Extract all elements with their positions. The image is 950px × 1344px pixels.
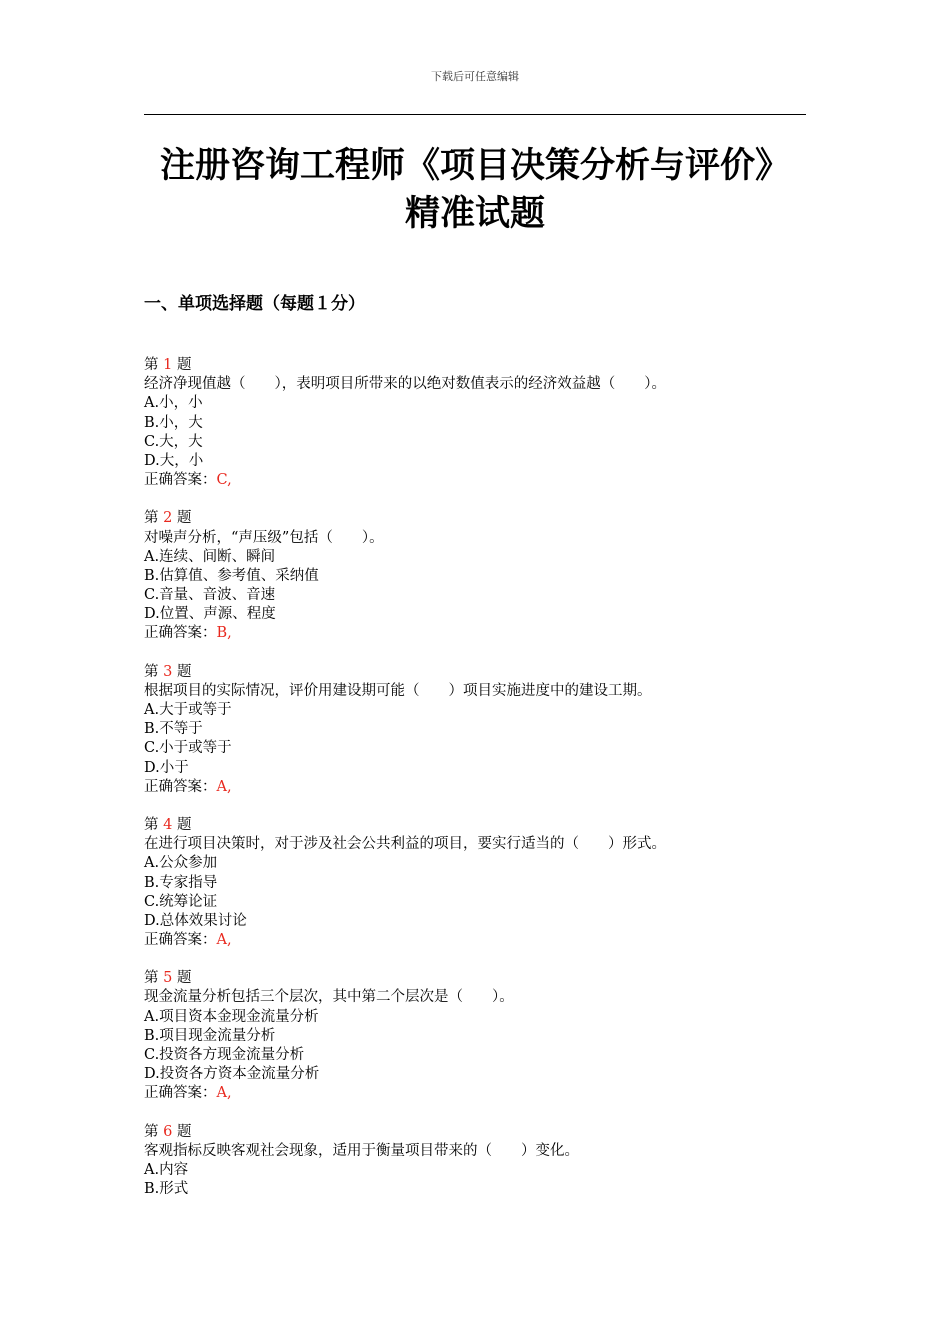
question-number: 3	[163, 663, 173, 680]
answer-option: A.公众参加	[144, 855, 218, 872]
question-number-line	[144, 663, 804, 682]
question-stem: 经济净现值越（ ），表明项目所带来的以绝对数值表示的经济效益越（ ）。	[144, 376, 666, 393]
question-number: 2	[163, 510, 173, 527]
question-item	[144, 816, 804, 950]
correct-answer-line	[144, 1084, 804, 1103]
answer-label: 正确答案：	[144, 932, 217, 949]
correct-answer-line	[144, 624, 804, 643]
question-stem: 客观指标反映客观社会现象，适用于衡量项目带来的（ ）变化。	[144, 1142, 579, 1159]
correct-answer-line	[144, 931, 804, 950]
question-prefix: 第	[144, 1123, 164, 1140]
question-number: 6	[163, 1123, 173, 1140]
answer-option: C.大，大	[144, 433, 203, 450]
question-stem: 在进行项目决策时，对于涉及社会公共利益的项目，要实行适当的（ ）形式。	[144, 836, 666, 853]
answer-option: D.位置、声源、程度	[144, 606, 276, 623]
question-item	[144, 969, 804, 1103]
question-suffix: 题	[172, 816, 192, 833]
answer-option: B.小，大	[144, 414, 203, 431]
question-number-line	[144, 816, 804, 835]
answer-option: A.大于或等于	[144, 702, 232, 718]
answer-option: C.投资各方现金流量分析	[144, 1047, 305, 1063]
question-suffix: 题	[172, 970, 192, 987]
answer-label: 正确答案：	[144, 1085, 217, 1102]
question-number-line	[144, 509, 804, 528]
question-stem: 根据项目的实际情况，评价用建设期可能（ ）项目实施进度中的建设工期。	[144, 682, 652, 699]
correct-answer-line	[144, 471, 804, 490]
correct-answer-value: A,	[216, 1085, 232, 1102]
question-prefix: 第	[144, 663, 164, 680]
answer-label: 正确答案：	[144, 778, 217, 795]
answer-label: 正确答案：	[144, 625, 217, 642]
question-item	[144, 1123, 804, 1200]
question-item	[144, 663, 804, 797]
answer-option: A.小，小	[144, 395, 203, 412]
question-number-line	[144, 1123, 804, 1142]
question-item	[144, 356, 804, 490]
correct-answer-line	[144, 778, 804, 797]
question-stem: 现金流量分析包括三个层次，其中第二个层次是（ ）。	[144, 989, 514, 1006]
question-number-line	[144, 969, 804, 988]
question-prefix: 第	[144, 510, 164, 527]
answer-option: A.连续、间断、瞬间	[144, 548, 276, 565]
question-prefix: 第	[144, 816, 164, 833]
answer-option: C.统筹论证	[144, 893, 218, 910]
question-list	[144, 356, 804, 1218]
header-divider	[144, 114, 806, 115]
answer-option: B.项目现金流量分析	[144, 1027, 276, 1044]
document-title: 注册咨询工程师《项目决策分析与评价》精准试题	[160, 145, 791, 234]
question-suffix: 题	[172, 1123, 192, 1140]
answer-option: D.大，小	[144, 452, 204, 469]
correct-answer-value: A,	[216, 778, 232, 795]
section-heading: 一、单项选择题（每题１分）	[144, 294, 365, 314]
question-suffix: 题	[172, 663, 192, 680]
correct-answer-value: A,	[216, 932, 232, 949]
answer-option: B.形式	[144, 1181, 189, 1198]
question-suffix: 题	[172, 510, 192, 527]
answer-option: C.音量、音波、音速	[144, 587, 276, 604]
answer-option: A.内容	[144, 1161, 189, 1178]
answer-label: 正确答案：	[144, 472, 217, 489]
correct-answer-value: C,	[216, 472, 232, 489]
answer-option: C.小于或等于	[144, 740, 232, 757]
question-number-line	[144, 356, 804, 375]
correct-answer-value: B,	[216, 625, 232, 642]
question-stem: 对噪声分析，“声压级”包括（ ）。	[144, 529, 384, 546]
answer-option: B.估算值、参考值、采纳值	[144, 567, 319, 584]
question-number: 1	[163, 357, 173, 373]
answer-option: B.不等于	[144, 721, 203, 738]
question-item	[144, 509, 804, 643]
question-number: 5	[163, 970, 173, 987]
answer-option: A.项目资本金现金流量分析	[144, 1008, 319, 1025]
question-number: 4	[163, 816, 173, 833]
answer-option: B.专家指导	[144, 874, 218, 891]
question-prefix: 第	[144, 357, 164, 373]
header-note: 下载后可任意编辑	[431, 70, 519, 83]
answer-option: D.总体效果讨论	[144, 912, 247, 929]
question-suffix: 题	[172, 357, 192, 373]
answer-option: D.小于	[144, 759, 189, 776]
answer-option: D.投资各方资本金流量分析	[144, 1066, 320, 1083]
question-prefix: 第	[144, 970, 164, 987]
